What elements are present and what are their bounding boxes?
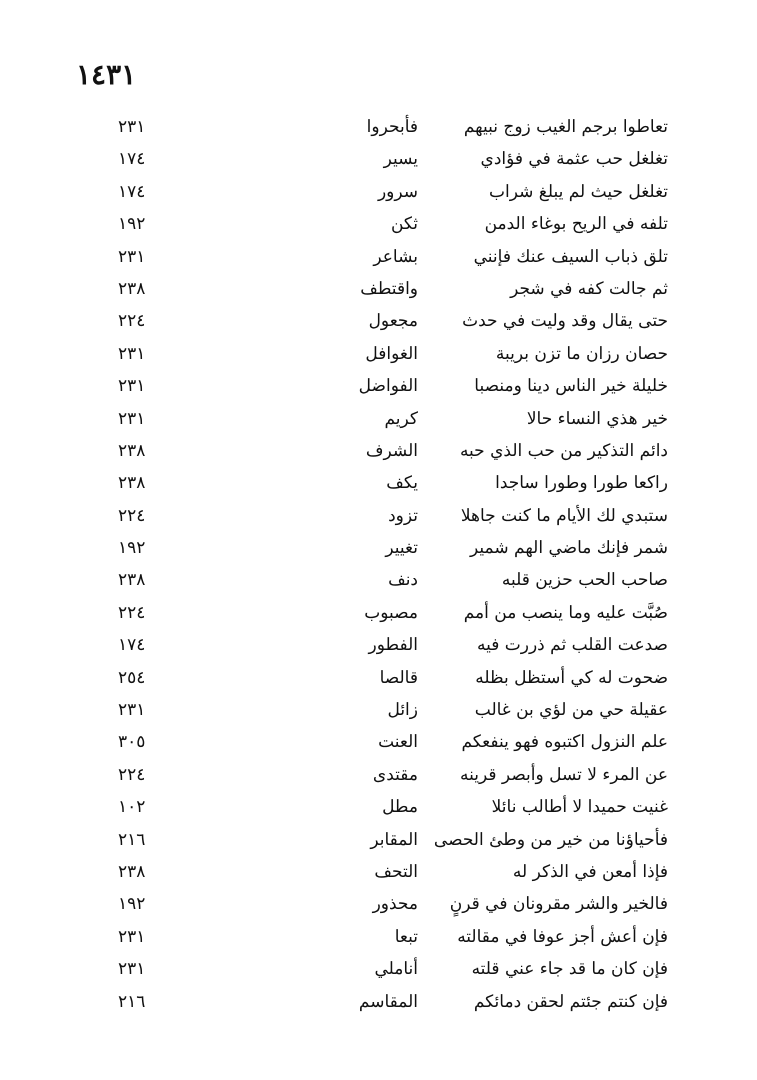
index-row xyxy=(118,662,668,694)
rhyme-word: ثكن xyxy=(390,214,418,235)
page-reference: ٢٣١ xyxy=(118,959,146,980)
verse-text: حتى يقال وقد وليت في حدث xyxy=(462,311,668,332)
page-reference: ٢٣١ xyxy=(118,376,146,397)
verse-text: فإذا أمعن في الذكر له xyxy=(512,861,668,882)
page-reference: ٢٢٤ xyxy=(118,505,146,526)
index-row xyxy=(118,564,668,596)
verse-text: تعاطوا برجم الغيب زوج نبيهم xyxy=(463,117,668,137)
verse-text: علم النزول اكتبوه فهو ينفعكم xyxy=(461,732,668,753)
index-row xyxy=(118,953,668,985)
index-row xyxy=(118,370,668,402)
rhyme-word: تبعا xyxy=(394,926,418,947)
verse-text: صُبَّت عليه وما ينصب من أمم xyxy=(463,602,668,623)
rhyme-word: سرور xyxy=(377,181,418,202)
page-reference: ١٩٢ xyxy=(118,214,146,235)
page-reference: ٢٣٨ xyxy=(118,861,146,882)
rhyme-word: فأبحروا xyxy=(366,117,418,137)
page-reference: ٢٢٤ xyxy=(118,602,146,623)
rhyme-word: محذور xyxy=(372,894,418,915)
page-reference: ٢٣٨ xyxy=(118,440,146,461)
page-reference: ٢٣١ xyxy=(118,926,146,947)
page-reference: ٢٣٨ xyxy=(118,278,146,299)
page-reference: ١٩٢ xyxy=(118,894,146,915)
page-reference: ٢٣٨ xyxy=(118,473,146,494)
page-reference: ١٧٤ xyxy=(118,635,146,656)
index-row xyxy=(118,403,668,435)
rhyme-word: يكف xyxy=(386,473,418,494)
rhyme-word: يسير xyxy=(383,149,418,170)
rhyme-word: العنت xyxy=(378,732,418,753)
verse-text: فالخير والشر مقرونان في قرنٍ xyxy=(449,894,668,915)
index-row xyxy=(118,856,668,888)
verse-text: فإن كان ما قد جاء عني قلته xyxy=(471,959,668,980)
page-reference: ١٧٤ xyxy=(118,181,146,202)
rhyme-word: واقتطف xyxy=(360,278,418,299)
index-row xyxy=(118,241,668,273)
rhyme-word: مقتدى xyxy=(372,764,418,785)
rhyme-word: أناملي xyxy=(374,959,418,980)
rhyme-word: الشرف xyxy=(365,440,418,461)
rhyme-word: الفواضل xyxy=(358,376,418,397)
index-row xyxy=(118,338,668,370)
rhyme-word: كريم xyxy=(384,408,418,429)
page-reference: ٢٣١ xyxy=(118,246,146,267)
verse-text: ستبدي لك الأيام ما كنت جاهلا xyxy=(460,505,668,526)
index-row xyxy=(118,888,668,920)
index-row xyxy=(118,921,668,953)
page-reference: ٢٢٤ xyxy=(118,764,146,785)
index-row xyxy=(118,435,668,467)
page-reference: ٣٠٥ xyxy=(118,732,146,753)
verse-text: تغلغل حيث لم يبلغ شراب xyxy=(489,181,668,202)
verse-text: ثم جالت كفه في شجر xyxy=(510,278,668,299)
rhyme-word: المقاسم xyxy=(358,991,418,1012)
verse-text: شمر فإنك ماضي الهم شمير xyxy=(470,538,668,559)
page-reference: ٢٣١ xyxy=(118,343,146,364)
rhyme-word: بشاعر xyxy=(373,246,418,267)
index-row xyxy=(118,273,668,305)
page-reference: ١٩٢ xyxy=(118,538,146,559)
page-reference: ٢١٦ xyxy=(118,991,146,1012)
index-row xyxy=(118,208,668,240)
verse-text: فأحياؤنا من خير من وطئ الحصى xyxy=(433,829,668,850)
page-reference: ١٧٤ xyxy=(118,149,146,170)
index-row xyxy=(118,143,668,175)
index-row xyxy=(118,500,668,532)
index-row xyxy=(118,305,668,337)
rhyme-word: تزود xyxy=(388,505,418,526)
page-number: ١٤٣١ xyxy=(76,58,137,91)
verse-text: صاحب الحب حزين قلبه xyxy=(501,570,668,591)
page-reference: ٢٣٨ xyxy=(118,570,146,591)
rhyme-word: التحف xyxy=(374,861,418,882)
verse-text: خير هذي النساء حالا xyxy=(526,408,668,429)
page-reference: ٢٣١ xyxy=(118,117,146,137)
rhyme-word: المقابر xyxy=(370,829,418,850)
index-row xyxy=(118,791,668,823)
verse-text: خليلة خير الناس دينا ومنصبا xyxy=(474,376,668,397)
verse-index-table xyxy=(118,111,668,1018)
index-row xyxy=(118,759,668,791)
page-reference: ٢٣١ xyxy=(118,700,146,721)
verse-text: صدعت القلب ثم ذررت فيه xyxy=(476,635,668,656)
page-reference: ٢٣١ xyxy=(118,408,146,429)
index-row xyxy=(118,467,668,499)
rhyme-word: قالصا xyxy=(379,667,418,688)
rhyme-word: دنف xyxy=(388,570,418,591)
index-row xyxy=(118,111,668,143)
verse-text: تلفه في الريح بوغاء الدمن xyxy=(484,214,668,235)
page-reference: ١٠٢ xyxy=(118,797,146,818)
rhyme-word: زائل xyxy=(387,700,418,721)
page-reference: ٢٢٤ xyxy=(118,311,146,332)
verse-text: راكعا طورا وطورا ساجدا xyxy=(495,473,668,494)
verse-text: فإن أعش أجز عوفا في مقالته xyxy=(457,926,668,947)
verse-text: غنيت حميدا لا أطالب نائلا xyxy=(491,797,668,818)
index-row xyxy=(118,176,668,208)
page-reference: ٢١٦ xyxy=(118,829,146,850)
rhyme-word: الفطور xyxy=(368,635,418,656)
verse-text: ضحوت له كي أستظل بظله xyxy=(475,667,668,688)
index-row xyxy=(118,629,668,661)
rhyme-word: مجعول xyxy=(368,311,418,332)
index-row xyxy=(118,986,668,1018)
index-row xyxy=(118,532,668,564)
rhyme-word: تغيير xyxy=(385,538,418,559)
verse-text: تغلغل حب عثمة في فؤادي xyxy=(480,149,668,170)
rhyme-word: مصبوب xyxy=(364,602,418,623)
verse-text: عن المرء لا تسل وأبصر قرينه xyxy=(460,764,668,785)
verse-text: تلق ذباب السيف عنك فإنني xyxy=(473,246,668,267)
index-row xyxy=(118,726,668,758)
verse-text: عقيلة حي من لؤي بن غالب xyxy=(474,700,668,721)
rhyme-word: الغوافل xyxy=(365,343,418,364)
page-reference: ٢٥٤ xyxy=(118,667,146,688)
verse-text: حصان رزان ما تزن بريبة xyxy=(495,343,668,364)
rhyme-word: مطل xyxy=(382,797,418,818)
index-row xyxy=(118,597,668,629)
index-row xyxy=(118,824,668,856)
verse-text: فإن كنتم جئتم لحقن دمائكم xyxy=(473,991,668,1012)
index-row xyxy=(118,694,668,726)
verse-text: دائم التذكير من حب الذي حبه xyxy=(459,440,668,461)
